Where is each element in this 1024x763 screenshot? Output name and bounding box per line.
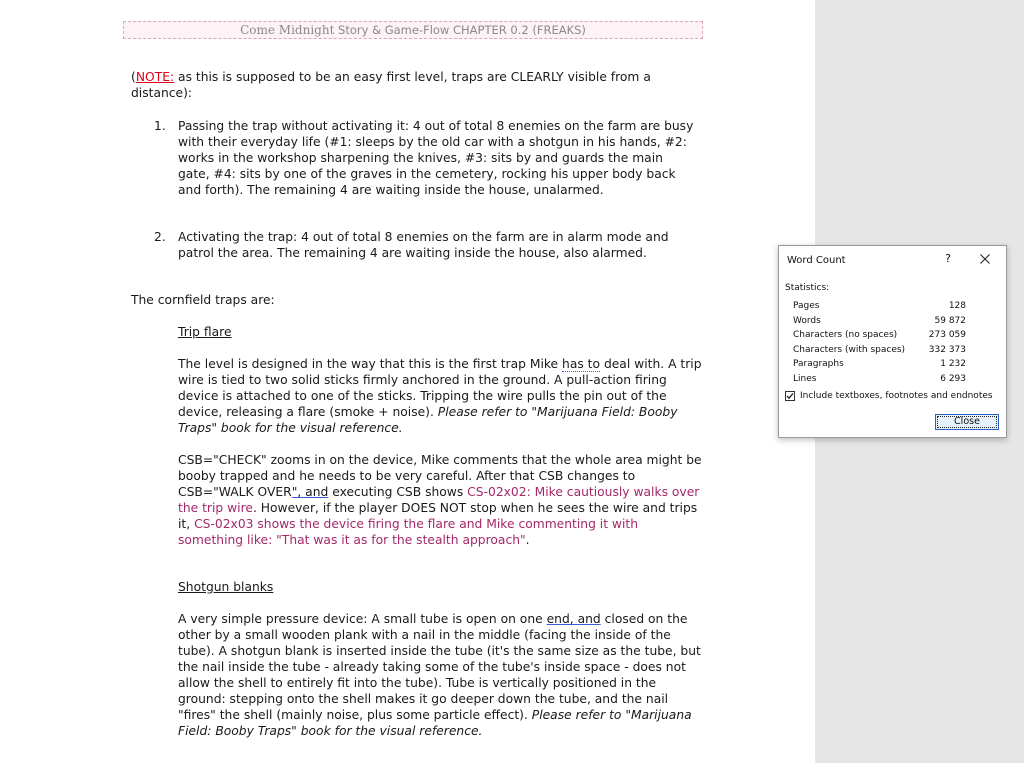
stat-value: 273 059 — [928, 330, 966, 340]
grammar-flag: end, and — [546, 612, 601, 626]
stat-label: Pages — [793, 301, 820, 311]
dialog-title: Word Count — [787, 255, 846, 266]
cutscene-ref: CS-02x02: Mike cautiously walks over the trip wire — [178, 485, 700, 515]
trip-flare-paragraph — [178, 356, 703, 436]
text-run: CSB="CHECK" zooms in on the device, Mike comments that the whole area might be booby trapped and he needs to be very careful. After that CSB changes to CSB="WALK OVER — [178, 453, 702, 499]
text-run: A very simple pressure device: A small tube is open on one — [178, 612, 547, 626]
stat-value: 59 872 — [934, 315, 966, 326]
cutscene-ref: CS-02x03 shows the device firing the flare and Mike commenting it with something like: "That was it as for the stealth approach" — [178, 517, 639, 547]
stat-row — [793, 314, 966, 329]
include-textboxes-checkbox[interactable] — [785, 391, 795, 401]
stat-row — [793, 299, 966, 314]
stat-row — [793, 343, 966, 358]
text-run: . — [525, 533, 530, 547]
stat-value: 6 293 — [940, 373, 966, 384]
stat-label: Lines — [793, 373, 817, 384]
note-paragraph: (NOTE: as this is supposed to be an easy first level, traps are CLEARLY visible from a distance): — [131, 70, 651, 100]
list-number: 2. — [154, 230, 166, 244]
note-label: NOTE: — [135, 70, 175, 84]
text-run: . However, if the player DOES NOT stop when he sees the wire and trips it, — [178, 501, 698, 531]
list-item — [154, 118, 704, 218]
word-count-dialog — [778, 245, 1007, 438]
stat-label: Characters (with spaces) — [793, 344, 906, 355]
statistics-list — [793, 299, 966, 386]
stat-value: 1 232 — [940, 359, 966, 369]
grammar-flag: ", and — [291, 485, 329, 499]
text-run: The level is designed in the way that this is the first trap Mike — [178, 357, 563, 371]
stat-row — [793, 328, 966, 343]
list-text: Activating the trap: 4 out of total 8 enemies on the farm are in alarm mode and patrol the area. The remaining 4 are waiting inside the house, also alarmed. — [178, 230, 669, 260]
note-text: as this is supposed to be an easy first level, traps are CLEARLY visible from a distance): — [131, 70, 651, 100]
list-text: Passing the trap without activating it: 4 out of total 8 enemies on the farm are busy with their everyday life (#1: sleeps by the old car with a shotgun in his hands, #2: works in the workshop sharpening the knives, #3: sits by and guards the main gate, #4: sits by one of the graves in the cemetery, rocking his upper body back and forth). The remaining 4 are waiting inside the house, unalarmed. — [178, 119, 694, 197]
cornfield-intro: The cornfield traps are: — [131, 293, 275, 307]
header-title-serif: Come Midnight — [240, 23, 335, 37]
trip-flare-heading: Trip flare — [178, 325, 232, 339]
shotgun-paragraph — [178, 611, 703, 739]
reference-note: Please refer to "Marijuana Field: Booby Traps" book for the visual reference. — [178, 708, 692, 738]
close-button[interactable]: Close — [935, 414, 999, 430]
header-title-rest: Story & Game-Flow CHAPTER 0.2 (FREAKS) — [334, 23, 586, 37]
help-button[interactable]: ? — [945, 252, 951, 265]
csb-paragraph — [178, 452, 703, 548]
statistics-label: Statistics: — [785, 283, 830, 293]
stat-label: Characters (no spaces) — [793, 330, 898, 340]
stat-row — [793, 372, 966, 387]
stat-label: Words — [793, 315, 821, 326]
include-textboxes-label: Include textboxes, footnotes and endnotes — [800, 391, 993, 401]
grammar-flag: has to — [562, 357, 601, 371]
list-item — [154, 229, 704, 279]
stat-value: 332 373 — [928, 344, 966, 355]
text-run: deal with. A trip wire is tied to two solid sticks firmly anchored in the ground. A pull-action firing device is attached to one of the sticks. Tripping the wire pulls the pin out of the device, releasing a flare (smoke + noise). — [178, 357, 702, 419]
page-header[interactable] — [123, 21, 703, 39]
stat-value: 128 — [948, 301, 966, 311]
checkmark-icon — [786, 392, 794, 400]
stat-row — [793, 357, 966, 372]
stat-label: Paragraphs — [793, 359, 844, 369]
list-number: 1. — [154, 119, 166, 133]
include-textboxes-checkbox-row[interactable] — [785, 390, 1005, 404]
text-run: closed on the other by a small wooden plank with a nail in the middle (facing the inside of the tube). A shotgun blank is inserted inside the tube (it's the same size as the tube, but the nail inside the tube - already taking some of the tube's inside space - does not allow the shell to entirely fit into the tube). Tube is vertically positioned in the ground: stepping onto the shell makes it go deeper down the tube, and the nail "fires" the shell (mainly noise, plus some particle effect). — [178, 612, 701, 722]
reference-note: Please refer to "Marijuana Field: Booby Traps" book for the visual reference. — [178, 405, 678, 435]
text-run: executing CSB shows — [328, 485, 468, 499]
shotgun-heading: Shotgun blanks — [178, 580, 274, 594]
close-icon[interactable] — [977, 251, 993, 267]
